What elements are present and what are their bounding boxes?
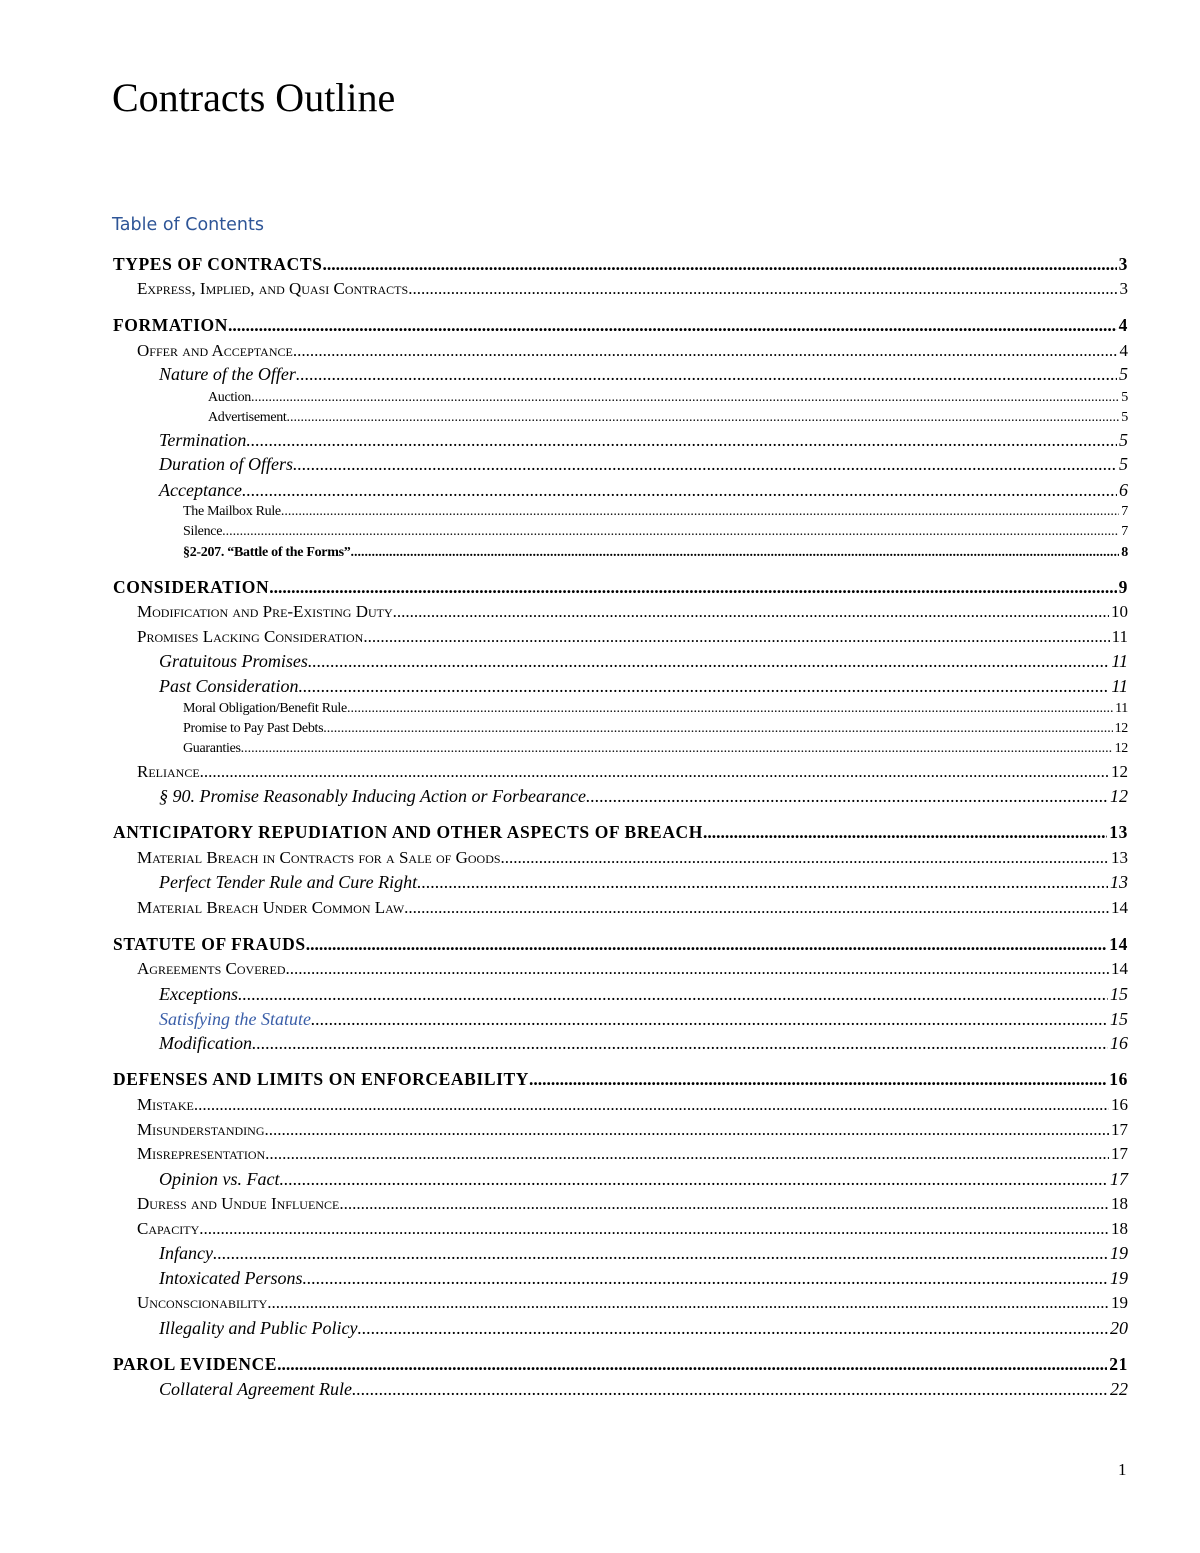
toc-entry-page: 18 [1111,1194,1128,1213]
toc-entry-label: Illegality and Public Policy [159,1318,358,1338]
toc-entry[interactable] [113,933,1128,955]
toc-entry-page: 19 [1111,1293,1128,1312]
toc-entry[interactable] [137,761,1128,783]
toc-entry-label: Satisfying the Statute [159,1009,311,1029]
toc-entry-page: 3 [1119,279,1128,298]
toc-entry[interactable] [183,720,1128,738]
toc-dot-leader [267,1292,1109,1314]
toc-entry-page: 5 [1119,454,1128,474]
toc-entry[interactable] [159,983,1128,1005]
toc-entry-label: Promises Lacking Consideration [137,627,364,646]
toc-entry[interactable] [159,1032,1128,1054]
toc-entry-label: Unconscionability [137,1293,268,1312]
toc-entry-page: 8 [1121,545,1128,560]
toc-entry-page: 13 [1111,848,1128,867]
toc-entry-page: 7 [1121,524,1128,539]
toc-entry[interactable] [208,409,1128,427]
toc-dot-leader [279,1168,1108,1190]
toc-entry-page: 16 [1111,1095,1128,1114]
toc-entry-label: Misrepresentation [137,1144,266,1163]
toc-entry[interactable] [183,503,1128,521]
toc-entry[interactable] [159,871,1128,893]
toc-entry-label: Mistake [137,1095,194,1114]
toc-entry[interactable] [159,650,1128,672]
toc-entry-label: Misunderstanding [137,1120,265,1139]
toc-entry-page: 15 [1110,1009,1128,1029]
toc-entry-label: Intoxicated Persons [159,1268,303,1288]
toc-dot-leader [252,1032,1108,1054]
toc-dot-leader [299,675,1110,697]
toc-entry-page: 16 [1109,1069,1128,1089]
document-title: Contracts Outline [112,75,396,120]
toc-dot-leader [293,340,1118,362]
toc-dot-leader [586,785,1108,807]
toc-dot-leader [281,503,1119,521]
toc-dot-leader [296,363,1117,385]
toc-entry-page: 15 [1110,984,1128,1004]
toc-entry[interactable] [113,821,1128,843]
toc-entry-label: Silence [183,524,223,539]
toc-dot-leader [241,740,1113,758]
toc-entry-label: Guaranties [183,741,241,756]
toc-entry-page: 17 [1110,1169,1128,1189]
toc-entry-label: Acceptance [159,480,242,500]
toc-entry-page: 12 [1114,741,1128,756]
toc-entry-page: 5 [1121,390,1128,405]
toc-entry-label: Duress and Undue Influence [137,1194,340,1213]
toc-entry[interactable] [137,1193,1128,1215]
toc-entry[interactable] [137,1292,1128,1314]
toc-dot-leader [238,983,1108,1005]
toc-dot-leader [222,523,1119,541]
toc-entry[interactable] [159,479,1128,501]
toc-entry-label: Moral Obligation/Benefit Rule [183,701,347,716]
toc-entry-label: Modification [159,1033,252,1053]
toc-entry[interactable] [159,1267,1128,1289]
toc-dot-leader [287,409,1120,427]
toc-entry[interactable] [113,1068,1128,1090]
toc-entry-label: Perfect Tender Rule and Cure Right [159,872,418,892]
toc-entry[interactable] [159,1008,1128,1030]
toc-entry-page: 11 [1111,627,1128,646]
toc-entry-label: DEFENSES AND LIMITS ON ENFORCEABILITY [113,1069,530,1089]
toc-entry-page: 11 [1111,676,1128,696]
toc-entry-label: Material Breach in Contracts for a Sale of Goods [137,848,501,867]
toc-entry-label: Express, Implied, and Quasi Contracts [137,279,409,298]
toc-entry-label: Exceptions [159,984,238,1004]
toc-entry-label: FORMATION [113,315,228,335]
toc-dot-leader [339,1193,1109,1215]
toc-dot-leader [306,933,1108,955]
toc-entry[interactable] [137,626,1128,648]
toc-dot-leader [323,720,1112,738]
toc-entry-label: STATUTE OF FRAUDS [113,934,306,954]
toc-entry-label: Gratuitous Promises [159,651,308,671]
toc-entry-label: ANTICIPATORY REPUDIATION AND OTHER ASPECTS OF BREACH [113,822,704,842]
toc-entry[interactable] [137,278,1128,300]
toc-entry[interactable] [159,429,1128,451]
toc-dot-leader [265,1143,1109,1165]
toc-entry-label: Termination [159,430,247,450]
toc-entry-page: 7 [1121,504,1128,519]
toc-entry-page: 14 [1111,898,1128,917]
toc-entry-page: 3 [1118,254,1128,274]
toc-entry-page: 5 [1121,410,1128,425]
toc-dot-leader [286,958,1109,980]
toc-dot-leader [408,278,1117,300]
toc-entry-label: Collateral Agreement Rule [159,1379,352,1399]
toc-entry[interactable] [183,544,1128,562]
toc-dot-leader [352,1378,1108,1400]
toc-entry[interactable] [159,363,1128,385]
toc-dot-leader [269,576,1116,598]
toc-entry[interactable] [137,847,1128,869]
toc-entry[interactable] [159,453,1128,475]
toc-entry-page: 11 [1115,701,1128,716]
toc-entry-label: Auction [208,390,252,405]
toc-entry-label: Agreements Covered [137,959,286,978]
toc-entry-label: CONSIDERATION [113,577,270,597]
toc-entry-page: 12 [1110,786,1128,806]
toc-entry-label: The Mailbox Rule [183,504,281,519]
toc-entry-page: 4 [1118,315,1128,335]
toc-entry-page: 19 [1110,1268,1128,1288]
toc-entry-label: Duration of Offers [159,454,294,474]
page-number: 1 [1118,1460,1127,1479]
toc-entry-page: 18 [1111,1219,1128,1238]
toc-entry[interactable] [113,1353,1128,1375]
toc-entry-page: 12 [1114,721,1128,736]
toc-entry[interactable] [137,1119,1128,1141]
toc-entry-page: 13 [1109,822,1128,842]
toc-entry-page: 21 [1109,1354,1128,1374]
toc-entry[interactable] [137,897,1128,919]
toc-entry-label: Modification and Pre-Existing Duty [137,602,393,621]
toc-dot-leader [350,544,1119,562]
toc-dot-leader [228,314,1117,336]
toc-entry-page: 16 [1110,1033,1128,1053]
toc-dot-leader [199,1218,1109,1240]
toc-dot-leader [357,1317,1108,1339]
toc-entry-label: § 90. Promise Reasonably Inducing Action or Forbearance [159,786,586,806]
toc-entry-page: 11 [1111,651,1128,671]
toc-entry[interactable] [113,314,1128,336]
toc-dot-leader [242,479,1117,501]
toc-dot-leader [194,1094,1109,1116]
toc-entry-label: Reliance [137,762,200,781]
toc-entry-page: 4 [1119,341,1128,360]
toc-entry-page: 14 [1109,934,1128,954]
toc-dot-leader [308,650,1109,672]
toc-entry-label: Infancy [159,1243,213,1263]
toc-entry-page: 10 [1111,602,1128,621]
toc-entry-page: 17 [1111,1120,1128,1139]
toc-dot-leader [251,389,1119,407]
toc-entry[interactable] [113,576,1128,598]
toc-entry-label: Past Consideration [159,676,299,696]
toc-entry[interactable] [208,389,1128,407]
toc-dot-leader [347,700,1113,718]
toc-entry-page: 17 [1111,1144,1128,1163]
toc-entry-label: PAROL EVIDENCE [113,1354,278,1374]
toc-entry[interactable] [113,253,1128,275]
toc-entry-label: Advertisement [208,410,287,425]
toc-dot-leader [529,1068,1107,1090]
toc-entry-page: 6 [1119,480,1128,500]
toc-dot-leader [501,847,1109,869]
toc-entry[interactable] [159,675,1128,697]
toc-entry[interactable] [137,601,1128,623]
toc-entry[interactable] [137,1218,1128,1240]
toc-entry[interactable] [183,740,1128,758]
toc-entry-page: 5 [1119,430,1128,450]
toc-dot-leader [703,821,1107,843]
toc-entry-page: 12 [1111,762,1128,781]
toc-entry[interactable] [137,1143,1128,1165]
toc-entry-label: Capacity [137,1219,200,1238]
toc-entry-page: 13 [1110,872,1128,892]
toc-entry[interactable] [159,785,1128,807]
toc-dot-leader [265,1119,1110,1141]
toc-entry[interactable] [137,340,1128,362]
toc-entry-label: Offer and Acceptance [137,341,293,360]
toc-entry-label: TYPES OF CONTRACTS [113,254,323,274]
toc-entry[interactable] [137,958,1128,980]
toc-entry-label: Nature of the Offer [159,364,296,384]
toc-entry[interactable] [159,1168,1128,1190]
toc-entry[interactable] [159,1242,1128,1264]
toc-entry-label: Material Breach Under Common Law [137,898,405,917]
toc-entry-page: 19 [1110,1243,1128,1263]
toc-entry[interactable] [183,523,1128,541]
toc-entry-label: Promise to Pay Past Debts [183,721,324,736]
toc-entry[interactable] [183,700,1128,718]
toc-entry-page: 9 [1118,577,1128,597]
toc-entry[interactable] [159,1378,1128,1400]
toc-dot-leader [213,1242,1108,1264]
toc-heading: Table of Contents [112,215,264,235]
toc-entry-page: 5 [1119,364,1128,384]
toc-entry-page: 22 [1110,1379,1128,1399]
toc-entry-page: 20 [1110,1318,1128,1338]
toc-entry-label: Opinion vs. Fact [159,1169,280,1189]
toc-dot-leader [417,871,1108,893]
toc-dot-leader [302,1267,1108,1289]
toc-entry[interactable] [159,1317,1128,1339]
toc-dot-leader [404,897,1109,919]
toc-dot-leader [246,429,1117,451]
toc-dot-leader [277,1353,1107,1375]
toc-dot-leader [363,626,1109,648]
toc-dot-leader [293,453,1117,475]
toc-entry[interactable] [137,1094,1128,1116]
toc-entry-label: §2-207. “Battle of the Forms” [183,545,351,560]
toc-dot-leader [311,1008,1108,1030]
toc-dot-leader [323,253,1117,275]
toc-entry-page: 14 [1111,959,1128,978]
toc-dot-leader [393,601,1109,623]
toc-dot-leader [200,761,1109,783]
